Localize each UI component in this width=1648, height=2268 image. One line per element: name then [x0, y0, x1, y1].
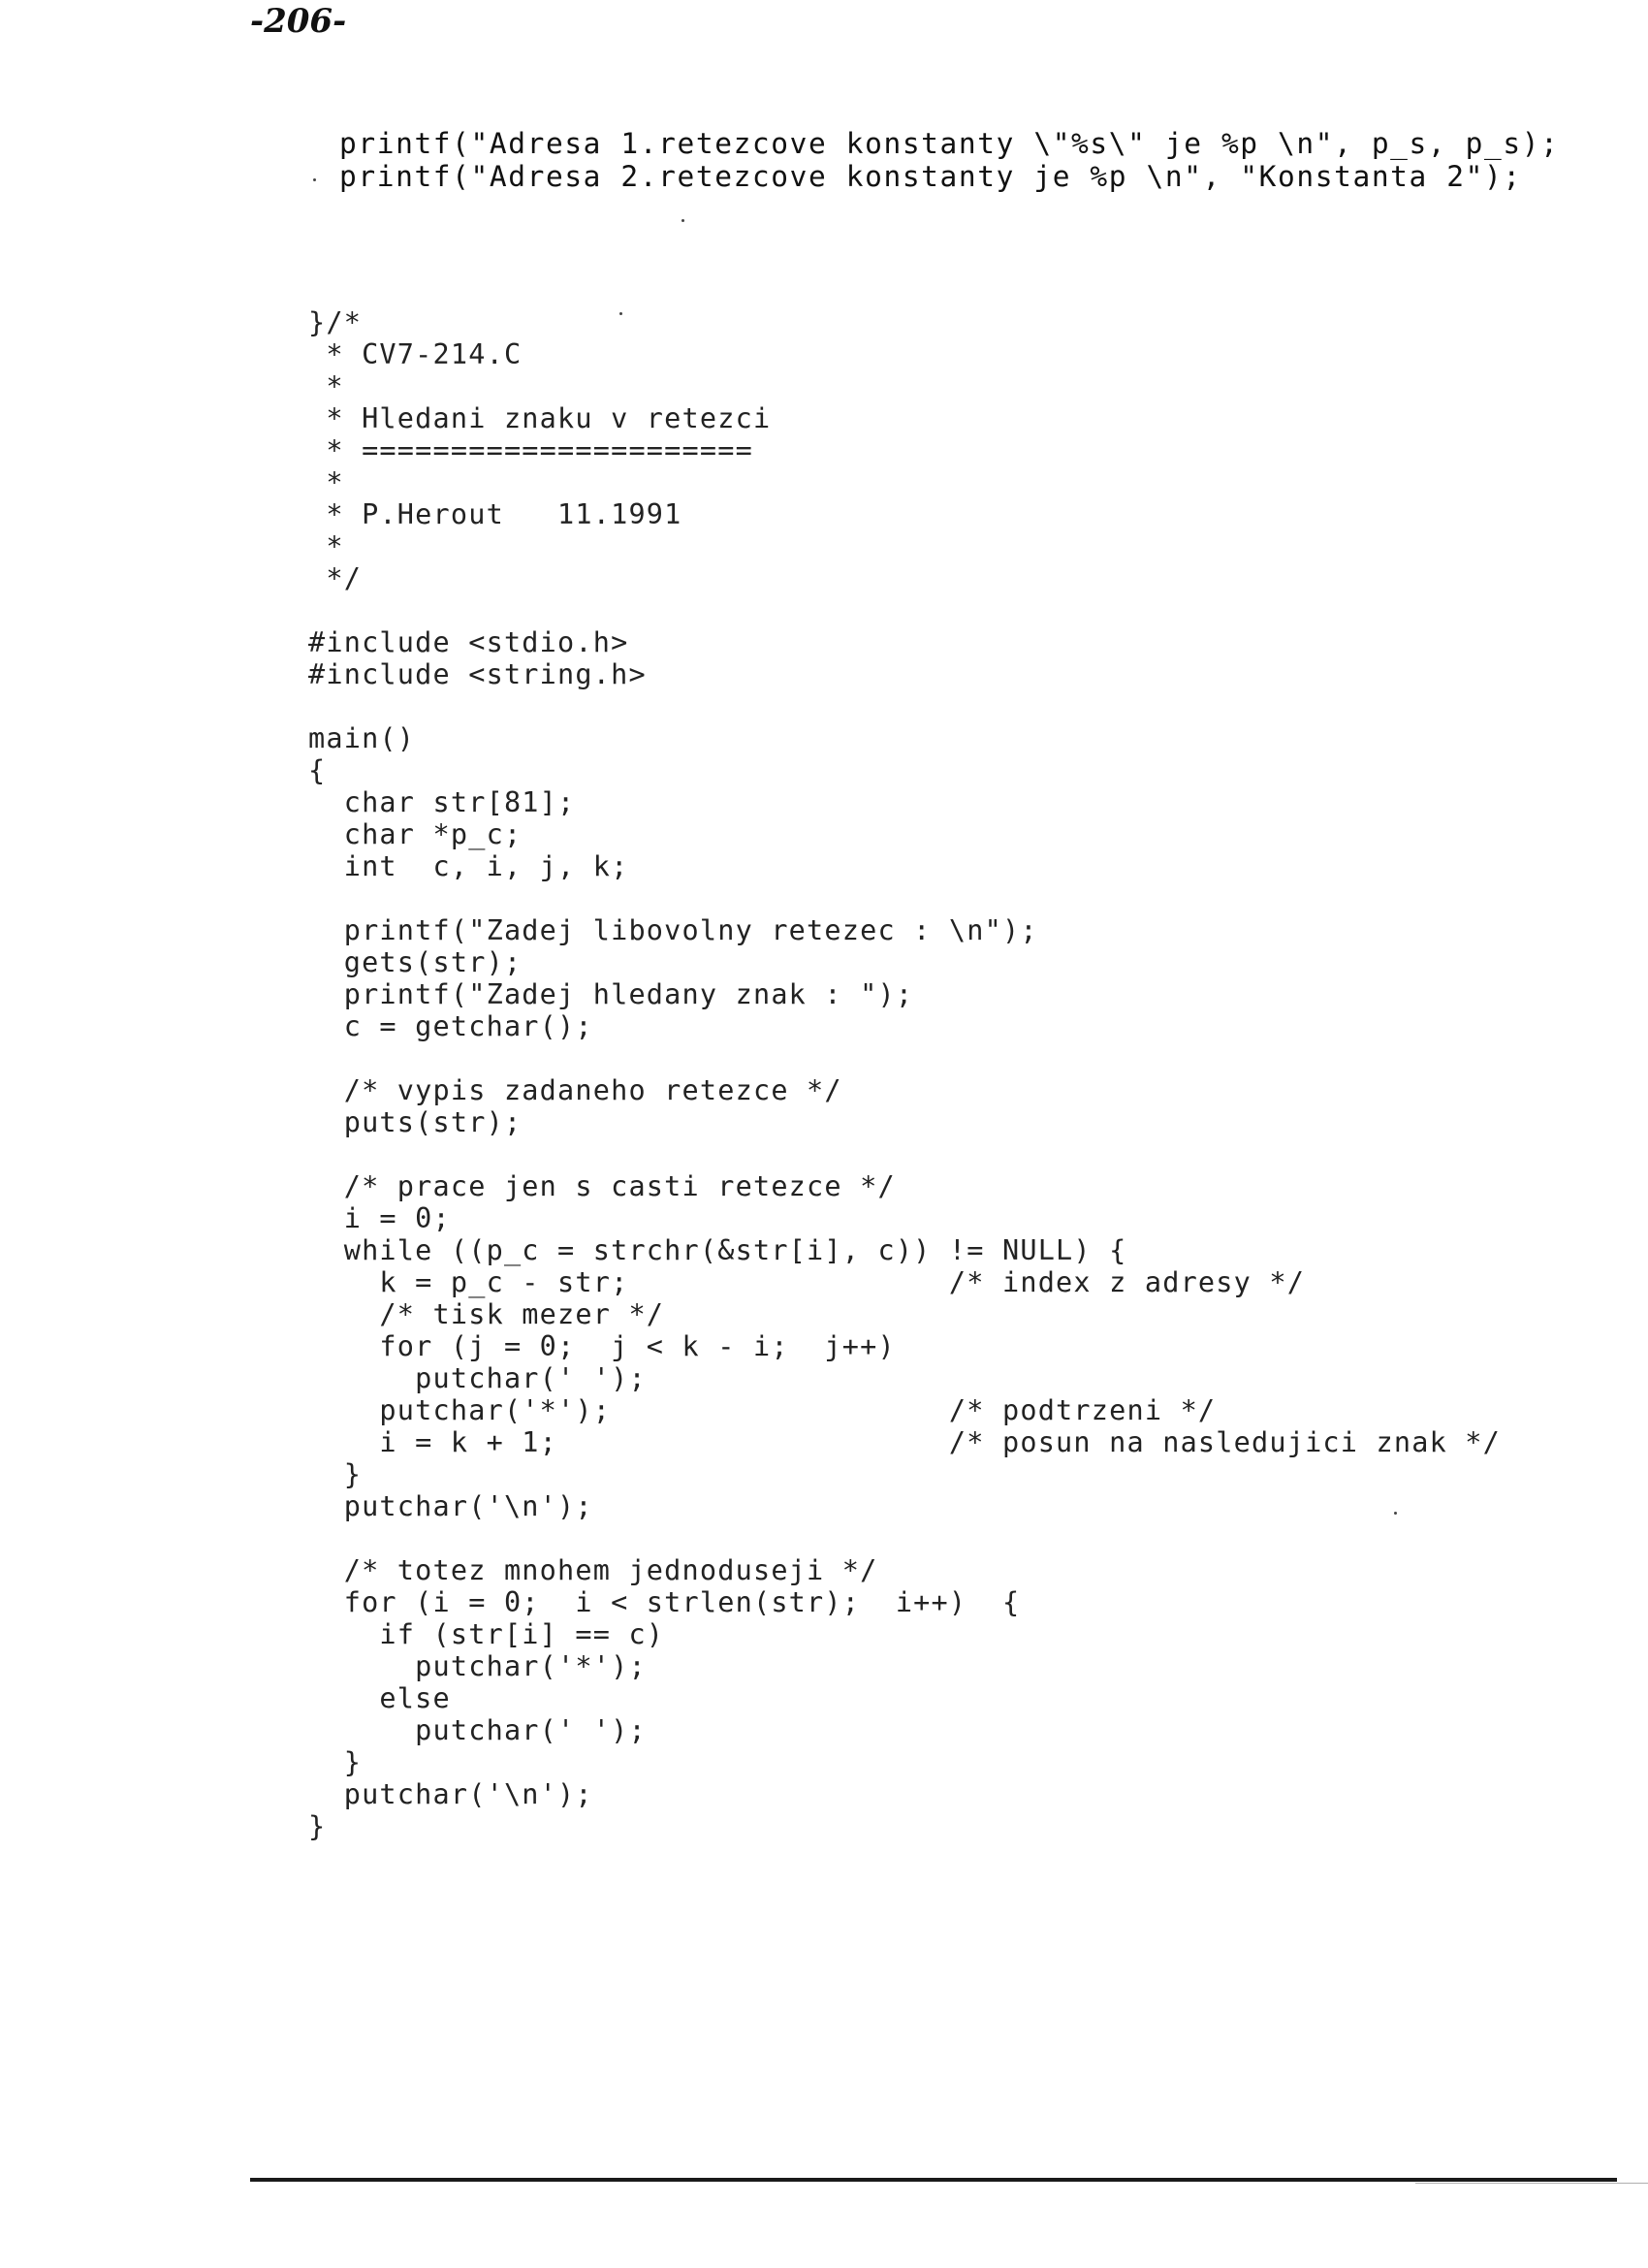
code-line: main()	[308, 722, 416, 754]
code-line: }	[308, 1746, 363, 1778]
code-line: * P.Herout 11.1991	[308, 498, 682, 530]
code-line	[308, 1522, 1501, 1554]
code-line: printf("Zadej libovolny retezec : \n");	[308, 914, 1038, 946]
code-line: putchar(' ');	[308, 1714, 647, 1746]
code-line: */	[308, 562, 363, 594]
code-line: /* prace jen s casti retezce */	[308, 1170, 896, 1202]
code-line: * Hledani znaku v retezci	[308, 402, 772, 434]
code-line: /* vypis zadaneho retezce */	[308, 1074, 842, 1106]
scan-speck	[1394, 1512, 1397, 1515]
code-line: i = 0;	[308, 1202, 451, 1234]
code-line: #include <stdio.h>	[308, 626, 629, 658]
bottom-rule	[250, 2178, 1617, 2182]
code-line: char *p_c;	[308, 818, 523, 850]
code-line: if (str[i] == c)	[308, 1618, 665, 1650]
code-line: /* tisk mezer */	[308, 1298, 665, 1330]
code-line: else	[308, 1682, 451, 1714]
code-line: k = p_c - str; /* index z adresy */	[308, 1266, 1306, 1298]
code-line: * CV7-214.C	[308, 338, 523, 370]
code-line: c = getchar();	[308, 1010, 593, 1042]
code-line: int c, i, j, k;	[308, 850, 629, 882]
scan-speck	[681, 219, 684, 222]
code-line: }/*	[308, 306, 363, 338]
code-line: putchar('*'); /* podtrzeni */	[308, 1394, 1217, 1426]
code-line: while ((p_c = strchr(&str[i], c)) != NULL) {	[308, 1234, 1127, 1266]
code-line: putchar('\n');	[308, 1778, 593, 1810]
scan-speck	[619, 312, 622, 315]
code-line: printf("Adresa 2.retezcove konstanty je %p \n", "Konstanta 2");	[339, 160, 1522, 193]
code-block-top	[339, 127, 1559, 193]
code-line: }	[308, 1810, 327, 1842]
code-line: #include <string.h>	[308, 658, 647, 690]
scan-speck	[313, 178, 316, 181]
code-line: putchar(' ');	[308, 1362, 647, 1394]
code-line: printf("Zadej hledany znak : ");	[308, 978, 914, 1010]
code-line	[308, 594, 1501, 626]
code-line: }	[308, 1458, 363, 1490]
code-block-main	[308, 306, 1501, 1842]
code-line: *	[308, 530, 344, 562]
code-line: gets(str);	[308, 946, 523, 978]
code-line: puts(str);	[308, 1106, 523, 1138]
code-line	[308, 882, 1501, 914]
code-line	[308, 1138, 1501, 1170]
code-line: * ======================	[308, 434, 753, 466]
code-line: *	[308, 466, 344, 498]
page-number: -206-	[250, 2, 347, 41]
code-line: printf("Adresa 1.retezcove konstanty \"%s\" je %p \n", p_s, p_s);	[339, 127, 1560, 160]
code-line	[308, 690, 1501, 722]
code-line	[308, 1042, 1501, 1074]
code-line: *	[308, 370, 344, 402]
code-line: for (j = 0; j < k - i; j++)	[308, 1330, 896, 1362]
code-line: i = k + 1; /* posun na nasledujici znak */	[308, 1426, 1502, 1458]
code-line: putchar('\n');	[308, 1490, 593, 1522]
code-line: {	[308, 754, 327, 786]
code-line: putchar('*');	[308, 1650, 647, 1682]
code-line: /* totez mnohem jednoduseji */	[308, 1554, 878, 1586]
code-line: char str[81];	[308, 786, 576, 818]
code-line: for (i = 0; i < strlen(str); i++) {	[308, 1586, 1021, 1618]
bottom-rule-tail	[1415, 2183, 1648, 2184]
